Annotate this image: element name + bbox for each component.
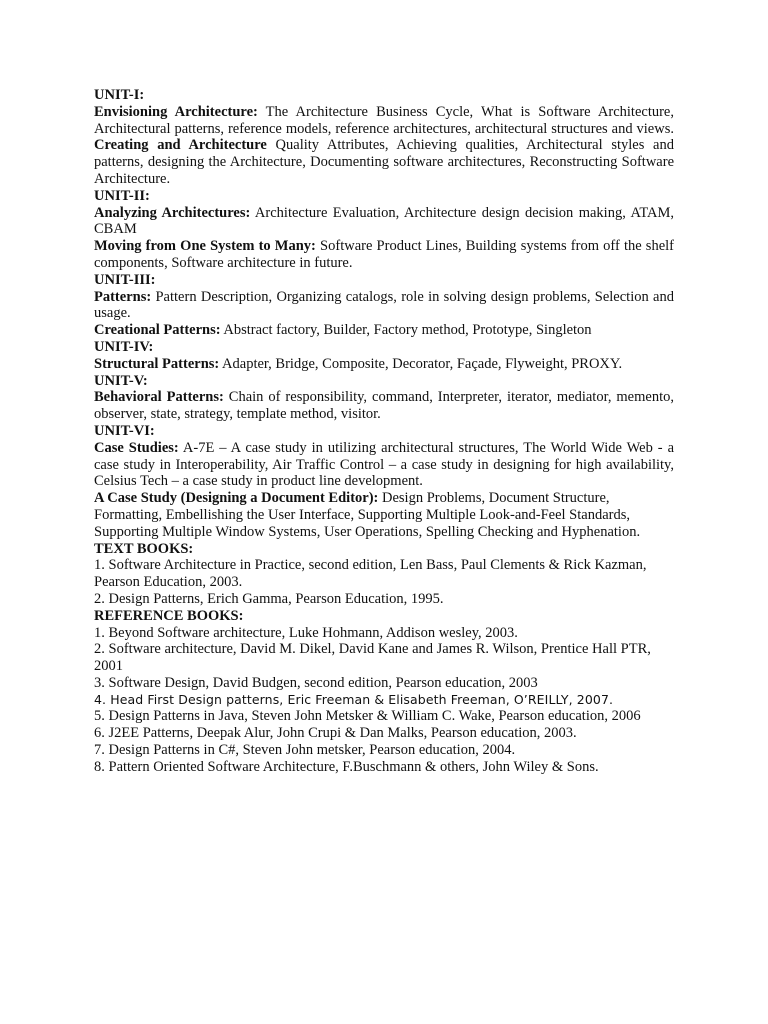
unit-paragraph — [94, 205, 674, 239]
reference-book-item: 5. Design Patterns in Java, Steven John Metsker & William C. Wake, Pearson education, 2006 — [94, 708, 641, 725]
topic-label: Case Studies: — [94, 439, 179, 456]
topic-label: Creating and Architecture — [94, 137, 267, 154]
unit-paragraph — [94, 322, 674, 339]
topic-label: Moving from One System to Many: — [94, 238, 316, 255]
unit-heading: UNIT-VI: — [94, 422, 155, 439]
reference-book-item: 8. Pattern Oriented Software Architecture, F.Buschmann & others, John Wiley & Sons. — [94, 758, 599, 775]
topic-label: Analyzing Architectures: — [94, 204, 251, 221]
topic-label: Creational Patterns: — [94, 322, 221, 339]
reference-book-item: 2. Software architecture, David M. Dikel, David Kane and James R. Wilson, Prentice Hall PTR, 2001 — [94, 641, 651, 675]
reference-book-item: 4. Head First Design patterns, Eric Freeman & Elisabeth Freeman, O’REILLY, 2007. — [94, 691, 614, 707]
text-books-heading: TEXT BOOKS: — [94, 540, 194, 557]
topic-text: Chain of responsibility, command, Interpreter, iterator, mediator, memento, observer, state, strategy, template method, visitor. — [94, 389, 674, 423]
topic-text: Adapter, Bridge, Composite, Decorator, Façade, Flyweight, PROXY. — [219, 355, 623, 372]
topic-label: Behavioral Patterns: — [94, 389, 224, 406]
unit-heading: UNIT-I: — [94, 87, 145, 103]
topic-text: A-7E – A case study in utilizing architectural structures, The World Wide Web - a case study in Interoperability, Air Traffic Control – a case study in designing for high availability, Celsius Tech – a case study in product line development. — [94, 439, 675, 490]
topic-label: Structural Patterns: — [94, 355, 220, 372]
unit-paragraph — [94, 490, 674, 540]
unit-paragraph — [94, 104, 674, 188]
topic-text: Software Product Lines, Building systems from off the shelf components, Software architecture in future. — [94, 238, 674, 271]
unit-paragraph — [94, 289, 674, 323]
unit-paragraph — [94, 389, 674, 423]
reference-books-heading: REFERENCE BOOKS: — [94, 607, 244, 624]
unit-heading: UNIT-IV: — [94, 338, 154, 355]
topic-label: Patterns: — [94, 288, 152, 305]
unit-heading: UNIT-II: — [94, 187, 150, 204]
topic-text: Quality Attributes, Achieving qualities, Architectural styles and patterns, designing the Architecture, Documenting software architectures, Reconstructing Software Architecture. — [94, 137, 674, 187]
unit-heading: UNIT-V: — [94, 372, 148, 389]
text-book-item: 1. Software Architecture in Practice, second edition, Len Bass, Paul Clements & Rick Kazman, Pearson Education, 2003. — [94, 557, 647, 591]
text-book-item: 2. Design Patterns, Erich Gamma, Pearson Education, 1995. — [94, 590, 444, 607]
topic-label: Envisioning Architecture: — [94, 103, 258, 120]
topic-text: Architecture Evaluation, Architecture design decision making, ATAM, CBAM — [94, 204, 674, 238]
unit-paragraph — [94, 356, 674, 373]
unit-paragraph — [94, 238, 674, 272]
reference-book-item: 3. Software Design, David Budgen, second edition, Pearson education, 2003 — [94, 674, 538, 691]
topic-text: Pattern Description, Organizing catalogs, role in solving design problems, Selection and usage. — [94, 288, 674, 322]
reference-book-item: 1. Beyond Software architecture, Luke Hohmann, Addison wesley, 2003. — [94, 624, 518, 641]
reference-book-item: 6. J2EE Patterns, Deepak Alur, John Crupi & Dan Malks, Pearson education, 2003. — [94, 725, 577, 742]
unit-paragraph — [94, 440, 674, 490]
topic-text: Design Problems, Document Structure, Formatting, Embellishing the User Interface, Supporting Multiple Look-and-Feel Standards, Supporting Multiple Window Systems, User Operations, Spelling Checking and Hyphenation. — [94, 490, 641, 540]
topic-text: The Architecture Business Cycle, What is Software Architecture, Architectural patterns, reference models, reference architectures, architectural structures and views. — [94, 103, 674, 137]
topic-text: Abstract factory, Builder, Factory method, Prototype, Singleton — [220, 322, 592, 339]
reference-book-item: 7. Design Patterns in C#, Steven John metsker, Pearson education, 2004. — [94, 742, 516, 759]
topic-label: A Case Study (Designing a Document Editor): — [94, 490, 379, 507]
unit-heading: UNIT-III: — [94, 271, 156, 288]
